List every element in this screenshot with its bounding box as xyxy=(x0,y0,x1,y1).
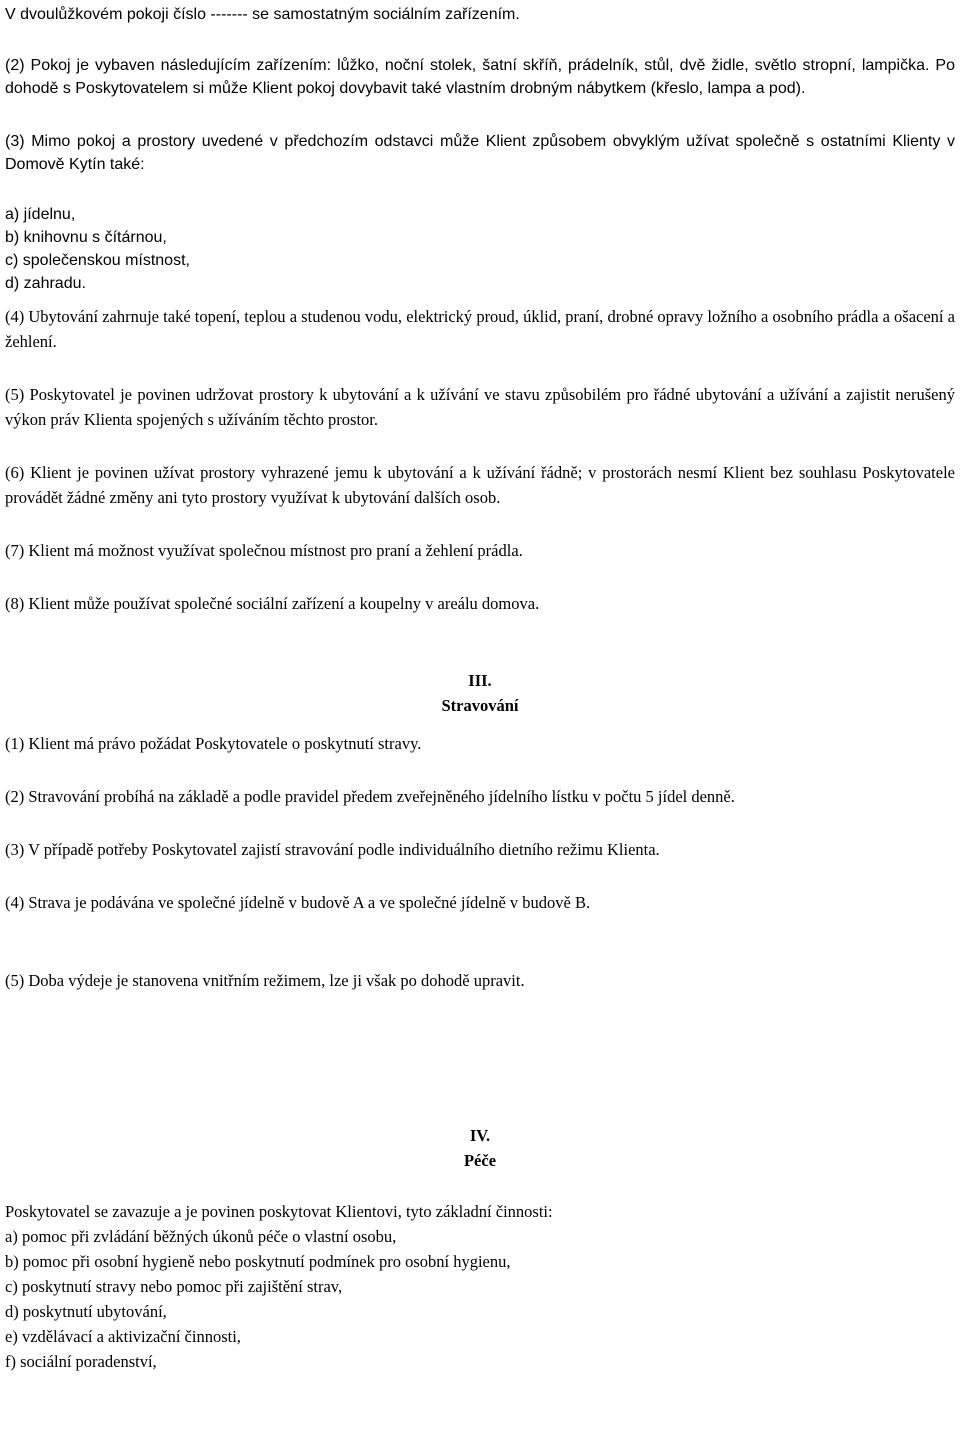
paragraph-3: (3) Mimo pokoj a prostory uvedené v předchozím odstavci může Klient způsobem obvyklým užívat společně s ostatními Klienty v Domově Kytín také: xyxy=(5,133,955,173)
stravovani-paragraph-5: (5) Doba výdeje je stanovena vnitřním režimem, lze ji však po dohodě upravit. xyxy=(5,971,525,990)
list-item: b) knihovnu s čítárnou, xyxy=(5,229,167,246)
list-item: a) pomoc při zvládání běžných úkonů péče o vlastní osobu, xyxy=(5,1227,397,1246)
list-item: f) sociální poradenství, xyxy=(5,1352,157,1371)
stravovani-paragraph-3: (3) V případě potřeby Poskytovatel zajistí stravování podle individuálního dietního režimu Klienta. xyxy=(5,840,660,859)
section-pece xyxy=(5,1123,955,1374)
stravovani-paragraph-4: (4) Strava je podávána ve společné jídelně v budově A a ve společné jídelně v budově B. xyxy=(5,893,591,912)
paragraph-6: (6) Klient je povinen užívat prostory vyhrazené jemu k ubytování a k užívání řádně; v prostorách nesmí Klient bez souhlasu Poskytovatele provádět žádné změny ani tyto prostory využívat k ubytování dalších osob. xyxy=(5,463,955,507)
list-item: b) pomoc při osobní hygieně nebo poskytnutí podmínek pro osobní hygienu, xyxy=(5,1252,511,1271)
room-line: V dvoulůžkovém pokoji číslo ------- se samostatným sociálním zařízením. xyxy=(5,6,520,23)
section-stravovani xyxy=(5,668,955,993)
stravovani-paragraph-2: (2) Stravování probíhá na základě a podle pravidel předem zveřejněného jídelního lístku v počtu 5 jídel denně. xyxy=(5,787,735,806)
paragraph-4: (4) Ubytování zahrnuje také topení, teplou a studenou vodu, elektrický proud, úklid, praní, drobné opravy ložního a osobního prádla a ošacení a žehlení. xyxy=(5,307,955,351)
paragraph-8: (8) Klient může používat společné sociální zařízení a koupelny v areálu domova. xyxy=(5,594,540,613)
care-list xyxy=(5,1224,955,1374)
list-item: d) poskytnutí ubytování, xyxy=(5,1302,167,1321)
stravovani-paragraph-1: (1) Klient má právo požádat Poskytovatele o poskytnutí stravy. xyxy=(5,734,422,753)
section-number: III. xyxy=(468,671,492,690)
accommodation-section xyxy=(5,304,955,616)
paragraph-2: (2) Pokoj je vybaven následujícím zařízením: lůžko, noční stolek, šatní skříň, prádelník, stůl, dvě židle, světlo stropní, lampička. Po dohodě s Poskytovatelem si může Klient pokoj dovybavit také vlastním drobným nábytkem (křeslo, lampa a pod). xyxy=(5,57,955,97)
section-title: Péče xyxy=(463,1151,497,1170)
list-item: a) jídelnu, xyxy=(5,206,76,223)
list-item: e) vzdělávací a aktivizační činnosti, xyxy=(5,1327,241,1346)
section-number: IV. xyxy=(469,1126,491,1145)
section-title: Stravování xyxy=(441,696,519,715)
document-page xyxy=(5,3,955,1374)
paragraph-7: (7) Klient má možnost využívat společnou místnost pro praní a žehlení prádla. xyxy=(5,541,523,560)
list-item: d) zahradu. xyxy=(5,275,86,292)
list-item: c) poskytnutí stravy nebo pomoc při zajištění strav, xyxy=(5,1277,343,1296)
pece-intro: Poskytovatel se zavazuje a je povinen poskytovat Klientovi, tyto základní činnosti: xyxy=(5,1202,553,1221)
list-item: c) společenskou místnost, xyxy=(5,252,190,269)
facilities-list xyxy=(5,203,955,295)
paragraph-5: (5) Poskytovatel je povinen udržovat prostory k ubytování a k užívání ve stavu způsobilém pro řádné ubytování a užívání a zajistit nerušený výkon práv Klienta spojených s užíváním těchto prostor. xyxy=(5,385,955,429)
intro-section xyxy=(5,3,955,295)
